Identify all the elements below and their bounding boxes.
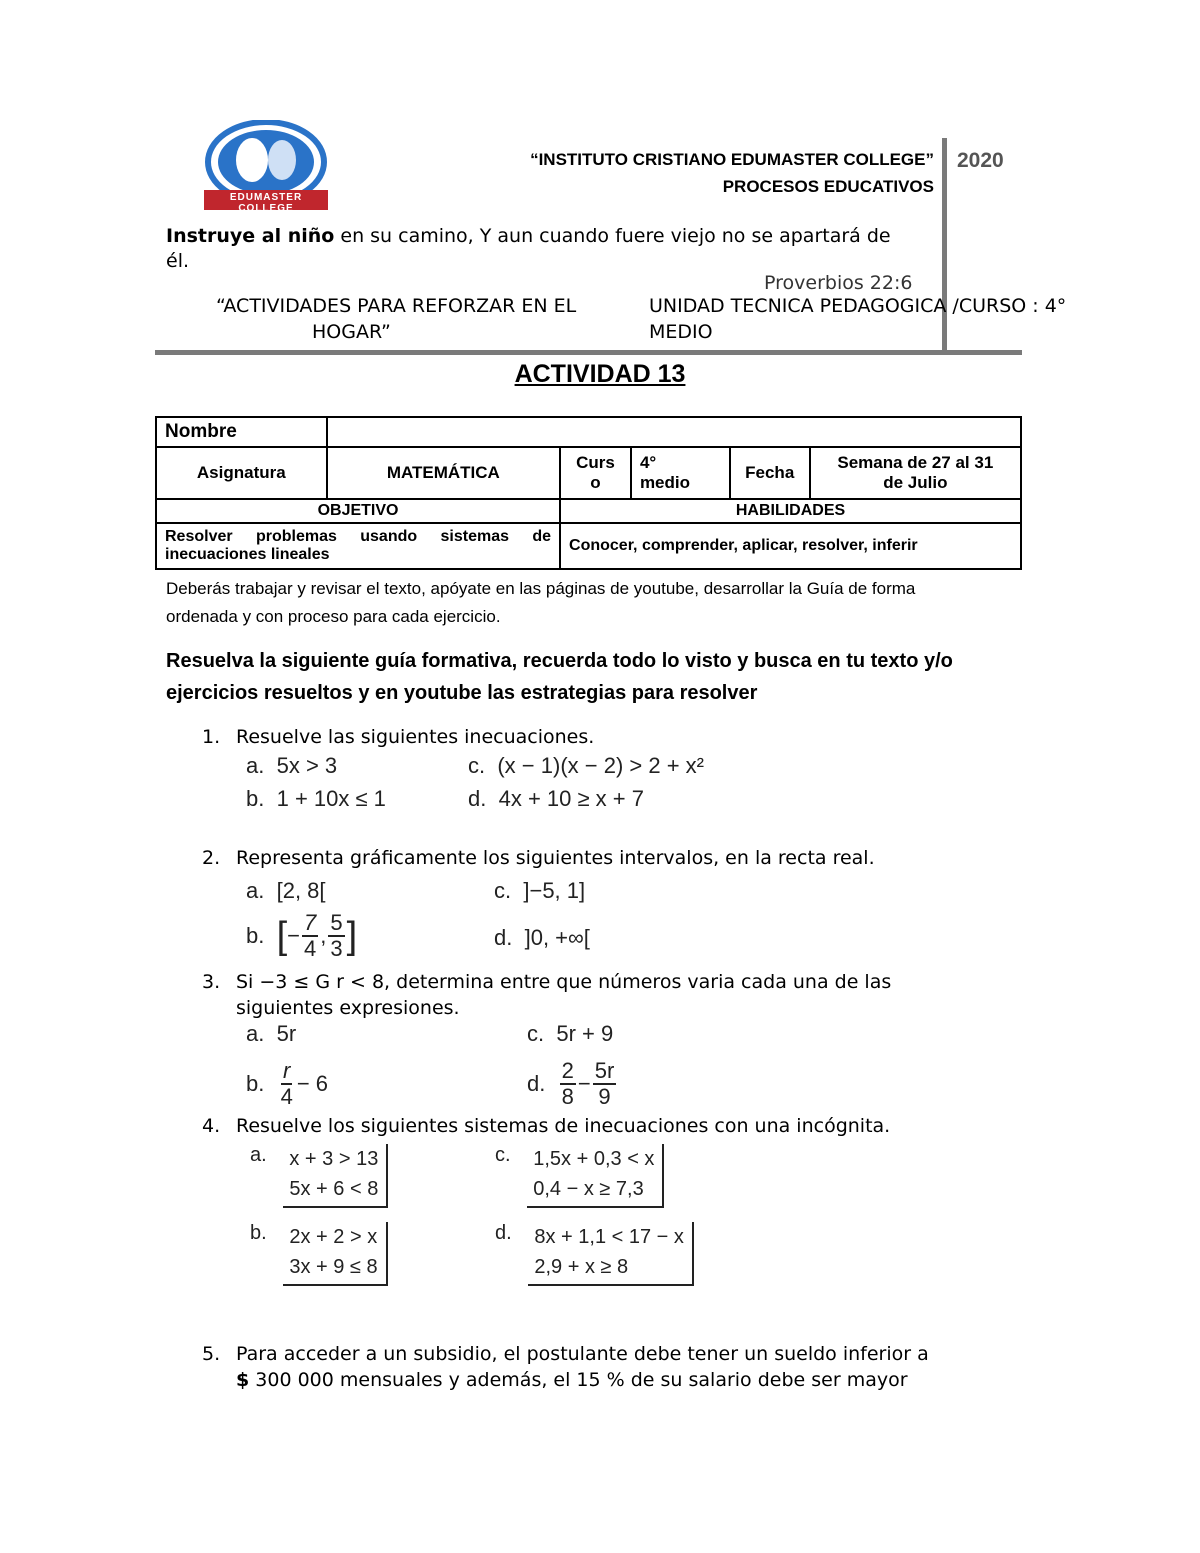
label-c: c. — [495, 1144, 511, 1166]
q2-b-num2: 5 — [330, 910, 343, 935]
question-4 — [202, 1115, 890, 1137]
q2-item-c — [494, 878, 585, 904]
label-c: c. — [494, 878, 512, 903]
q1-item-d — [468, 786, 644, 812]
q3-item-c — [527, 1021, 613, 1047]
q1-a-expr: 5x > 3 — [276, 753, 338, 778]
q4-item-d — [495, 1222, 694, 1286]
q3-b-rest: − 6 — [296, 1071, 329, 1096]
guide-heading-line1: Resuelva la siguiente guía formativa, recuerda todo lo visto y busca en tu texto y/o — [166, 650, 953, 672]
label-b: b. — [246, 923, 265, 948]
guide-heading-line2: ejercicios resueltos y en youtube las estrategias para resolver — [166, 682, 758, 704]
verse-line — [166, 225, 891, 247]
verse-reference: Proverbios 22:6 — [764, 272, 913, 294]
curso-label — [560, 447, 631, 499]
q3-d-den1: 8 — [561, 1084, 574, 1109]
q2-b-num1: 7 — [304, 910, 317, 935]
q2-a-expr: [2, 8[ — [276, 878, 326, 903]
objetivo-value — [156, 523, 560, 569]
q1-b-expr: 1 + 10x ≤ 1 — [276, 786, 386, 811]
question-5-text-line2: 300 000 mensuales y además, el 15 % de su salario debe ser mayor — [249, 1369, 908, 1391]
label-d: d. — [494, 925, 513, 950]
q4-item-c — [495, 1144, 664, 1208]
fecha-value-2: de Julio — [883, 473, 948, 492]
q3-d-num2: 5r — [594, 1058, 615, 1083]
question-5-dollar: $ — [236, 1369, 250, 1391]
label-b: b. — [250, 1222, 267, 1244]
activities-title-line1: “ACTIVIDADES PARA REFORZAR EN EL — [216, 295, 577, 317]
vertical-rule — [942, 138, 947, 353]
q4-a-system — [283, 1144, 388, 1208]
question-5-text-line1: Para acceder a un subsidio, el postulante debe tener un sueldo inferior a — [236, 1343, 929, 1365]
logo-text: EDUMASTER COLLEGE — [229, 192, 303, 214]
q4-item-a — [250, 1144, 388, 1208]
verse-rest: en su camino, Y aun cuando fuere viejo no se apartará de — [334, 225, 891, 247]
q2-d-expr: ]0, +∞[ — [524, 925, 590, 950]
q3-d-fraction-1 — [560, 1060, 576, 1108]
q3-b-num: r — [283, 1058, 291, 1083]
question-3-text-line1: Si −3 ≤ G r < 8, determina entre que números varia cada una de las — [236, 971, 892, 993]
activity-title: ACTIVIDAD 13 — [514, 360, 686, 388]
q1-c-expr: (x − 1)(x − 2) > 2 + x² — [497, 753, 704, 778]
q2-b-fraction-1 — [302, 912, 318, 960]
q4-c-system — [527, 1144, 664, 1208]
question-1 — [202, 726, 594, 748]
q1-item-c — [468, 753, 704, 779]
q4-b-line1: 2x + 2 > x — [289, 1226, 378, 1248]
question-2-text: Representa gráficamente los siguientes intervalos, en la recta real. — [236, 847, 875, 869]
label-a: a. — [246, 878, 265, 903]
q4-c-line2: 0,4 − x ≥ 7,3 — [533, 1178, 644, 1200]
year: 2020 — [957, 149, 1004, 172]
objetivo-value-1: Resolver problemas usando sistemas de — [165, 528, 552, 545]
question-5 — [202, 1343, 929, 1365]
q2-b-open-bracket: [ — [276, 915, 288, 957]
q3-item-b — [246, 1060, 328, 1108]
q3-d-den2: 9 — [598, 1084, 611, 1109]
question-1-number: 1. — [202, 726, 221, 748]
q4-a-line1: x + 3 > 13 — [289, 1148, 379, 1170]
question-4-number: 4. — [202, 1115, 221, 1137]
info-table — [155, 416, 1022, 570]
q1-d-expr: 4x + 10 ≥ x + 7 — [498, 786, 644, 811]
nombre-field[interactable] — [327, 417, 1021, 447]
q2-item-d — [494, 925, 590, 951]
q3-b-fraction — [279, 1060, 295, 1108]
unit-title-line1: UNIDAD TECNICA PEDAGOGICA /CURSO : 4° — [649, 295, 1067, 317]
label-b: b. — [246, 1071, 265, 1096]
q3-a-expr: 5r — [276, 1021, 297, 1046]
q3-d-fraction-2 — [593, 1060, 617, 1108]
label-b: b. — [246, 786, 265, 811]
activities-title-line2: HOGAR” — [312, 321, 391, 343]
fecha-value — [810, 447, 1021, 499]
q2-b-minus: − — [287, 923, 301, 948]
label-d: d. — [495, 1222, 512, 1244]
q2-c-expr: ]−5, 1] — [523, 878, 586, 903]
label-d: d. — [468, 786, 487, 811]
q3-d-minus: − — [577, 1071, 591, 1096]
q4-d-line2: 2,9 + x ≥ 8 — [534, 1256, 629, 1278]
q3-c-expr: 5r + 9 — [556, 1021, 614, 1046]
q3-d-num1: 2 — [561, 1058, 574, 1083]
q4-d-system — [528, 1222, 694, 1286]
school-logo — [200, 120, 332, 214]
q4-a-line2: 5x + 6 < 8 — [289, 1178, 379, 1200]
label-c: c. — [527, 1021, 545, 1046]
nombre-label: Nombre — [156, 417, 327, 447]
curso-label-2: o — [590, 473, 601, 492]
q3-b-den: 4 — [280, 1084, 293, 1109]
q2-b-fraction-2 — [328, 912, 344, 960]
q2-b-den2: 3 — [330, 936, 343, 961]
verse-bold: Instruye al niño — [166, 225, 335, 247]
q4-b-line2: 3x + 9 ≤ 8 — [289, 1256, 378, 1278]
q3-item-a — [246, 1021, 296, 1047]
asignatura-label: Asignatura — [156, 447, 327, 499]
objetivo-label: OBJETIVO — [156, 499, 560, 523]
curso-value-2: medio — [639, 473, 690, 492]
habilidades-value: Conocer, comprender, aplicar, resolver, inferir — [560, 523, 1021, 569]
department-name: PROCESOS EDUCATIVOS — [722, 177, 934, 196]
q1-item-b — [246, 786, 386, 812]
question-1-text: Resuelve las siguientes inecuaciones. — [236, 726, 595, 748]
unit-title-line2: MEDIO — [649, 321, 713, 343]
instructions-line1: Deberás trabajar y revisar el texto, apóyate en las páginas de youtube, desarrollar la Guía de forma — [166, 579, 916, 598]
q2-b-close-bracket: ] — [346, 915, 358, 957]
q2-b-den1: 4 — [304, 936, 317, 961]
habilidades-label: HABILIDADES — [560, 499, 1021, 523]
instructions-line2: ordenada y con proceso para cada ejercicio. — [166, 607, 501, 626]
question-4-text: Resuelve los siguientes sistemas de inecuaciones con una incógnita. — [236, 1115, 891, 1137]
fecha-value-1: Semana de 27 al 31 — [837, 453, 994, 472]
question-5-line2 — [236, 1369, 908, 1391]
question-2 — [202, 847, 875, 869]
label-d: d. — [527, 1071, 546, 1096]
label-a: a. — [246, 753, 265, 778]
q4-item-b — [250, 1222, 388, 1286]
curso-value — [631, 447, 730, 499]
question-5-number: 5. — [202, 1343, 221, 1365]
q2-b-comma: , — [320, 923, 327, 948]
curso-label-1: Curs — [576, 453, 615, 472]
q3-item-d — [527, 1060, 618, 1108]
question-3 — [202, 971, 891, 993]
q4-d-line1: 8x + 1,1 < 17 − x — [534, 1226, 684, 1248]
q2-item-b — [246, 912, 357, 960]
header-divider — [155, 350, 1022, 355]
fecha-label: Fecha — [730, 447, 810, 499]
q1-item-a — [246, 753, 337, 779]
label-c: c. — [468, 753, 486, 778]
question-3-number: 3. — [202, 971, 221, 993]
asignatura-value: MATEMÁTICA — [327, 447, 560, 499]
question-2-number: 2. — [202, 847, 221, 869]
label-a: a. — [246, 1021, 265, 1046]
q4-c-line1: 1,5x + 0,3 < x — [533, 1148, 655, 1170]
q4-b-system — [283, 1222, 387, 1286]
verse-end: él. — [166, 250, 190, 272]
question-3-text-line2: siguientes expresiones. — [236, 997, 460, 1019]
label-a: a. — [250, 1144, 267, 1166]
q2-item-a — [246, 878, 326, 904]
institute-name: “INSTITUTO CRISTIANO EDUMASTER COLLEGE” — [530, 150, 934, 169]
curso-value-1: 4° — [639, 453, 657, 472]
objetivo-value-2: inecuaciones lineales — [165, 546, 330, 563]
